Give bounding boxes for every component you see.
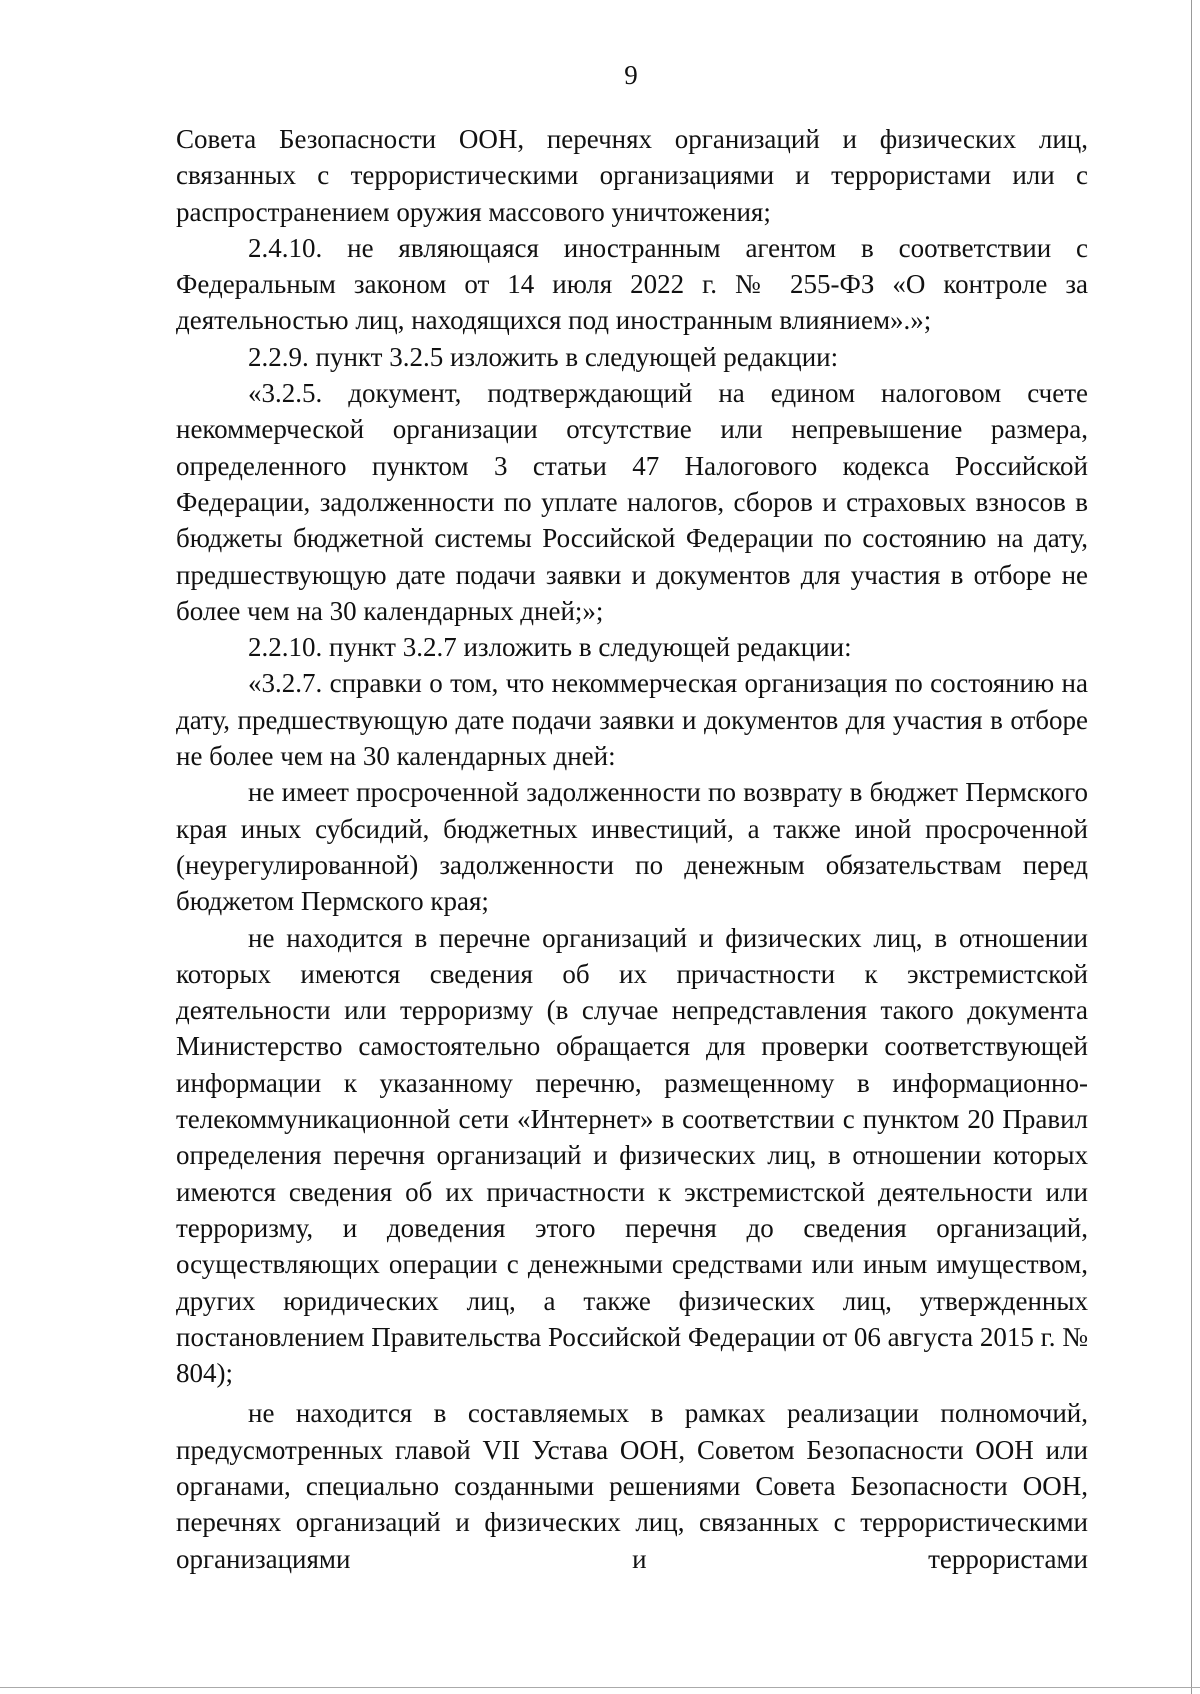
page-edge-right [1191, 0, 1192, 1694]
paragraph-extremist-list: не находится в перечне организаций и физических лиц, в отношении которых имеются сведения об их причастности к экстремистской деятельности или терроризму (в случае непредставления такого документа Министерство самостоятельно обращается для проверки соответствующей информации к указанному перечню, размещенному в информационно-телекоммуникационной сети «Интернет» в соответствии с пунктом 20 Правил определения перечня организаций и физических лиц, в отношении которых имеются сведения об их причастности к экстремистской деятельности или терроризму, и доведения этого перечня до сведения организаций, осуществляющих операции с денежными средствами или иным имуществом, других юридических лиц, а также физических лиц, утвержденных постановлением Правительства Российской Федерации от 06 августа 2015 г. № 804); [176, 922, 1088, 1389]
document-body [176, 121, 1088, 1577]
paragraph-2-2-10: 2.2.10. пункт 3.2.7 изложить в следующей редакции: [248, 632, 852, 663]
page-number: 9 [624, 60, 638, 90]
paragraph-un-sanctions: не находится в составляемых в рамках реализации полномочий, предусмотренных главой VII Устава ООН, Советом Безопасности ООН или органами, специально созданными решениями Совета Безопасности ООН, перечнях организаций и физических лиц, связанных с террористическими организациями и террористами [176, 1398, 1088, 1574]
paragraph-continuation: Совета Безопасности ООН, перечнях организаций и физических лиц, связанных с террористическими организациями и террористами или с распространением оружия массового уничтожения; [176, 124, 1088, 227]
paragraph-3-2-7: «3.2.7. справки о том, что некоммерческая организация по состоянию на дату, предшествующую дате подачи заявки и документов для участия в отборе не более чем на 30 календарных дней: [176, 668, 1088, 772]
paragraph-2-4-10: 2.4.10. не являющаяся иностранным агентом в соответствии с Федеральным законом от 14 июля 2022 г. № 255-ФЗ «О контроле за деятельностью лиц, находящихся под иностранным влиянием».»; [176, 232, 1088, 336]
page-edge-bottom [0, 1687, 1200, 1688]
paragraph-3-2-5: «3.2.5. документ, подтверждающий на едином налоговом счете некоммерческой организации отсутствие или непревышение размера, определенного пунктом 3 статьи 47 Налогового кодекса Российской Федерации, задолженности по уплате налогов, сборов и страховых взносов в бюджеты бюджетной системы Российской Федерации по состоянию на дату, предшествующую дате подачи заявки и документов для участия в отборе не более чем на 30 календарных дней;»; [176, 378, 1088, 626]
paragraph-no-debt: не имеет просроченной задолженности по возврату в бюджет Пермского края иных субсидий, бюджетных инвестиций, а также иной просроченной (неурегулированной) задолженности по денежным обязательствам перед бюджетом Пермского края; [176, 777, 1088, 917]
paragraph-2-2-9: 2.2.9. пункт 3.2.5 изложить в следующей редакции: [248, 341, 839, 372]
